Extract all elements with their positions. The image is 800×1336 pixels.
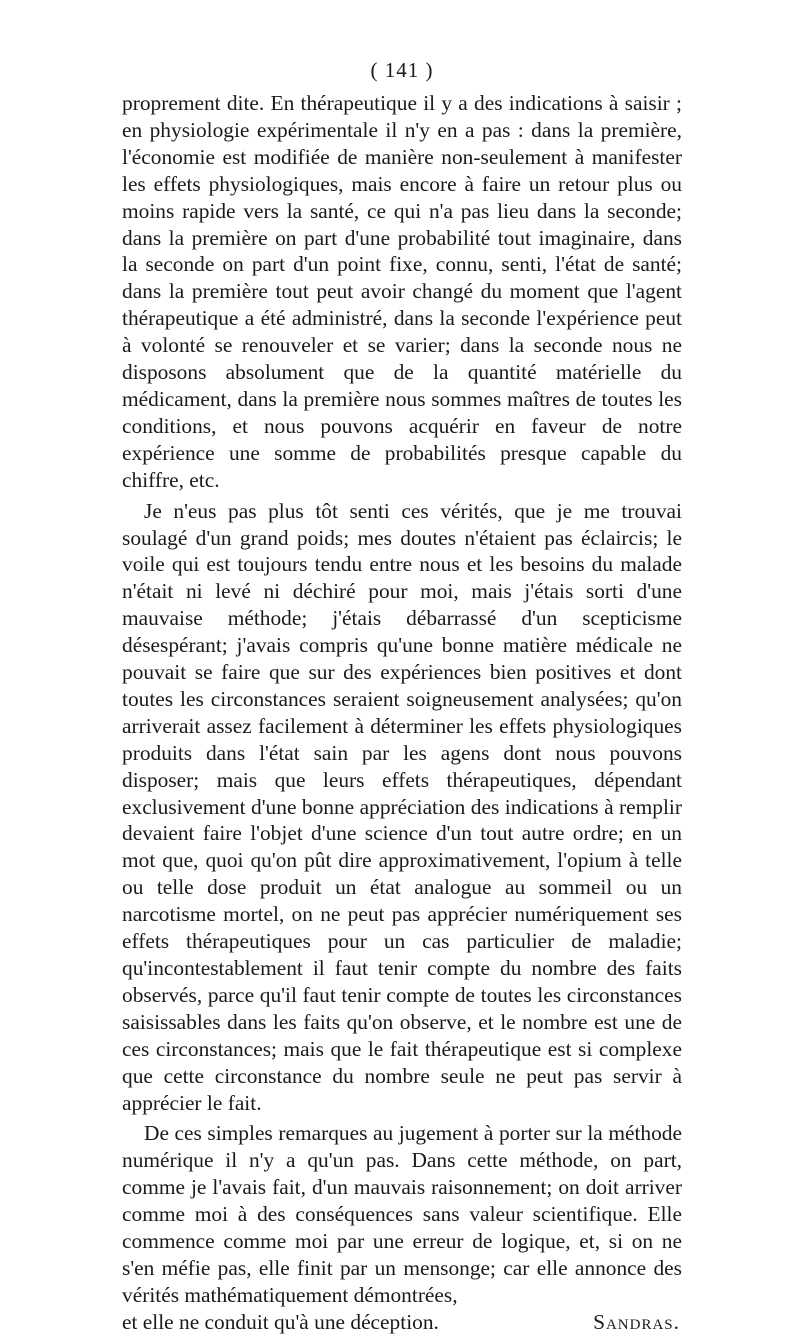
page-number: ( 141 ) — [370, 58, 434, 82]
paragraph-3: De ces simples remarques au jugement à porter sur la méthode numérique il n'y a qu'un pas. Dans cette méthode, on part, comme je l'avais fait, d'un mauvais raisonnement; on doit arriver comme moi à des conséquences sans valeur scientifique. Elle commence comme moi par une erreur de logique, et, si on ne s'en méfie pas, elle finit par un mensonge; car elle annonce des vérités mathématiquement démontrées, — [122, 1121, 682, 1307]
closing-sentence: et elle ne conduit qu'à une déception. — [122, 1309, 439, 1334]
book-page — [122, 56, 682, 1336]
author-signature: Sandras. — [593, 1309, 680, 1334]
closing-line — [122, 1309, 682, 1336]
paragraph-1: proprement dite. En thérapeutique il y a des indications à saisir ; en physiologie expérimentale il n'y en a pas : dans la première, l'économie est modifiée de manière non-seulement à manifester les effets physiologiques, mais encore à faire un retour plus ou moins rapide vers la santé, ce qui n'a pas lieu dans la seconde; dans la première on part d'une probabilité tout imaginaire, dans la seconde on part d'un point fixe, connu, senti, l'état de santé; dans la première tout peut avoir changé du moment que l'agent thérapeutique a été administré, dans la seconde l'expérience peut à volonté se renouveler et se varier; dans la seconde nous ne disposons absolument que de la quantité matérielle du médicament, dans la première nous sommes maîtres de toutes les conditions, et nous pouvons acquérir en faveur de notre expérience une somme de probabilités presque capable du chiffre, etc. — [122, 91, 682, 492]
paragraph-2: Je n'eus pas plus tôt senti ces vérités, que je me trouvai soulagé d'un grand poids; mes doutes n'étaient pas éclaircis; le voile qui est toujours tendu entre nous et les besoins du malade n'était ni levé ni déchiré pour moi, mais j'étais sorti d'une mauvaise méthode; j'étais débarrassé d'un scepticisme désespérant; j'avais compris qu'une bonne matière médicale ne pouvait se faire que sur des expériences bien positives et dont toutes les circonstances seraient soigneusement analysées; qu'on arriverait assez facilement à déterminer les effets physiologiques produits dans l'état sain par les agens dont nous pouvons disposer; mais que leurs effets thérapeutiques, dépendant exclusivement d'une bonne appréciation des indications à remplir devaient faire l'objet d'une science d'un tout autre ordre; en un mot que, quoi qu'on pût dire approximativement, l'opium à telle ou telle dose produit un état analogue au sommeil ou un narcotisme mortel, on ne peut pas apprécier numériquement ses effets thérapeutiques pour un cas particulier de maladie; qu'incontestablement il faut tenir compte du nombre des faits observés, parce qu'il faut tenir compte de toutes les circonstances saisissables dans les faits qu'on observe, et le nombre est une de ces circonstances; mais que le fait thérapeutique est si complexe que cette circonstance du nombre seule ne peut pas servir à apprécier le fait. — [122, 498, 682, 1115]
